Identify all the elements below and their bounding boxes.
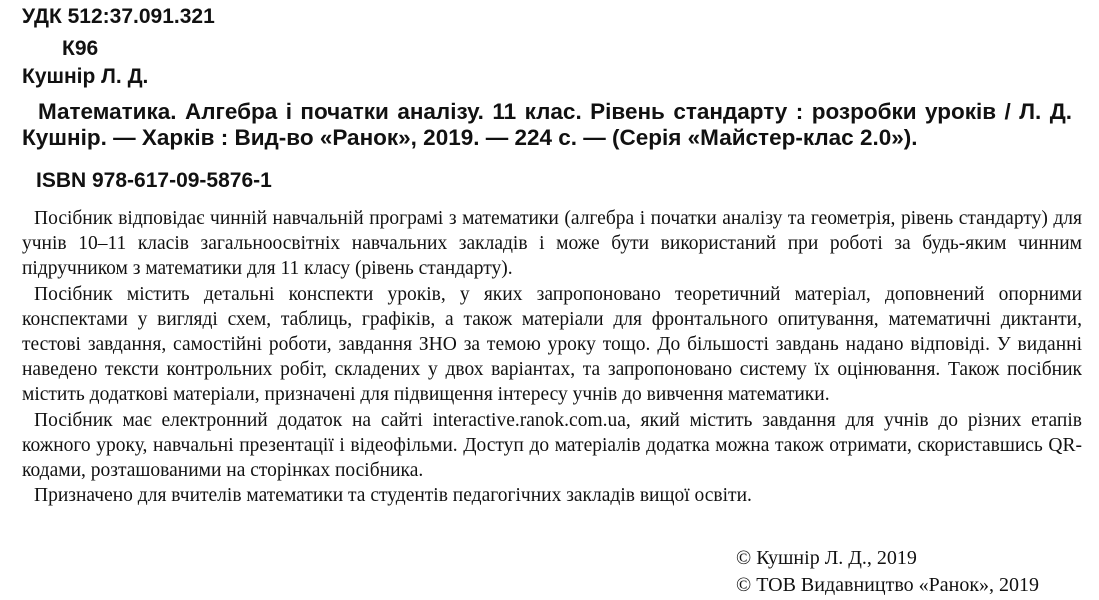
annotation-paragraph-4: Призначено для вчителів математики та студентів педагогічних закладів вищої освіти. — [34, 485, 752, 507]
annotation-paragraph-1: Посібник відповідає чинній навчальній програмі з математики (алгебра і початки аналізу та геометрія, рівень стандарту) для учнів 10–11 класів загальноосвітніх навчальних закладів і може бути використаний при роботі за будь-яким чинним підручником з математики для 11 класу (рівень стандарту). — [22, 208, 1082, 280]
copyright-publisher: © ТОВ Видавництво «Ранок», 2019 — [736, 574, 1040, 596]
author-sign: К96 — [62, 37, 99, 60]
author-heading: Кушнір Л. Д. — [22, 65, 149, 88]
annotation-paragraph-3: Посібник має електронний додаток на сайті interactive.ranok.com.ua, який містить завдання для учнів до різних етапів кожного уроку, навчальні презентації і відеофільми. Доступ до матеріалів додатка можна також отримати, скориставшись QR-кодами, розташованими на сторінках посібника. — [22, 409, 1082, 482]
annotation — [22, 206, 1082, 508]
copyright-author: © Кушнір Л. Д., 2019 — [736, 547, 917, 569]
bibliographic-description: Математика. Алгебра і початки аналізу. 11 клас. Рівень стандарту : розробки уроків / Л. Д. Кушнір. — Харків : Вид-во «Ранок», 2019. — 224 с. — (Серія «Майстер-клас 2.0»). — [22, 99, 1072, 150]
annotation-paragraph-2: Посібник містить детальні конспекти уроків, у яких запропоновано теоретичний матеріал, доповнений опорними конспектами у вигляді схем, таблиць, графіків, а також матеріали для фронтального опитування, математичні диктанти, тестові завдання, самостійні роботи, завдання ЗНО за темою уроку тощо. До більшості завдань надано відповіді. У виданні наведено тексти контрольних робіт, складених у двох варіантах, та запропоновано систему їх оцінювання. Також посібник містить додаткові матеріали, призначені для підвищення інтересу учнів до вивчення математики. — [22, 283, 1082, 406]
isbn: ISBN 978-617-09-5876-1 — [36, 169, 272, 192]
udk-code: УДК 512:37.091.321 — [22, 5, 215, 28]
